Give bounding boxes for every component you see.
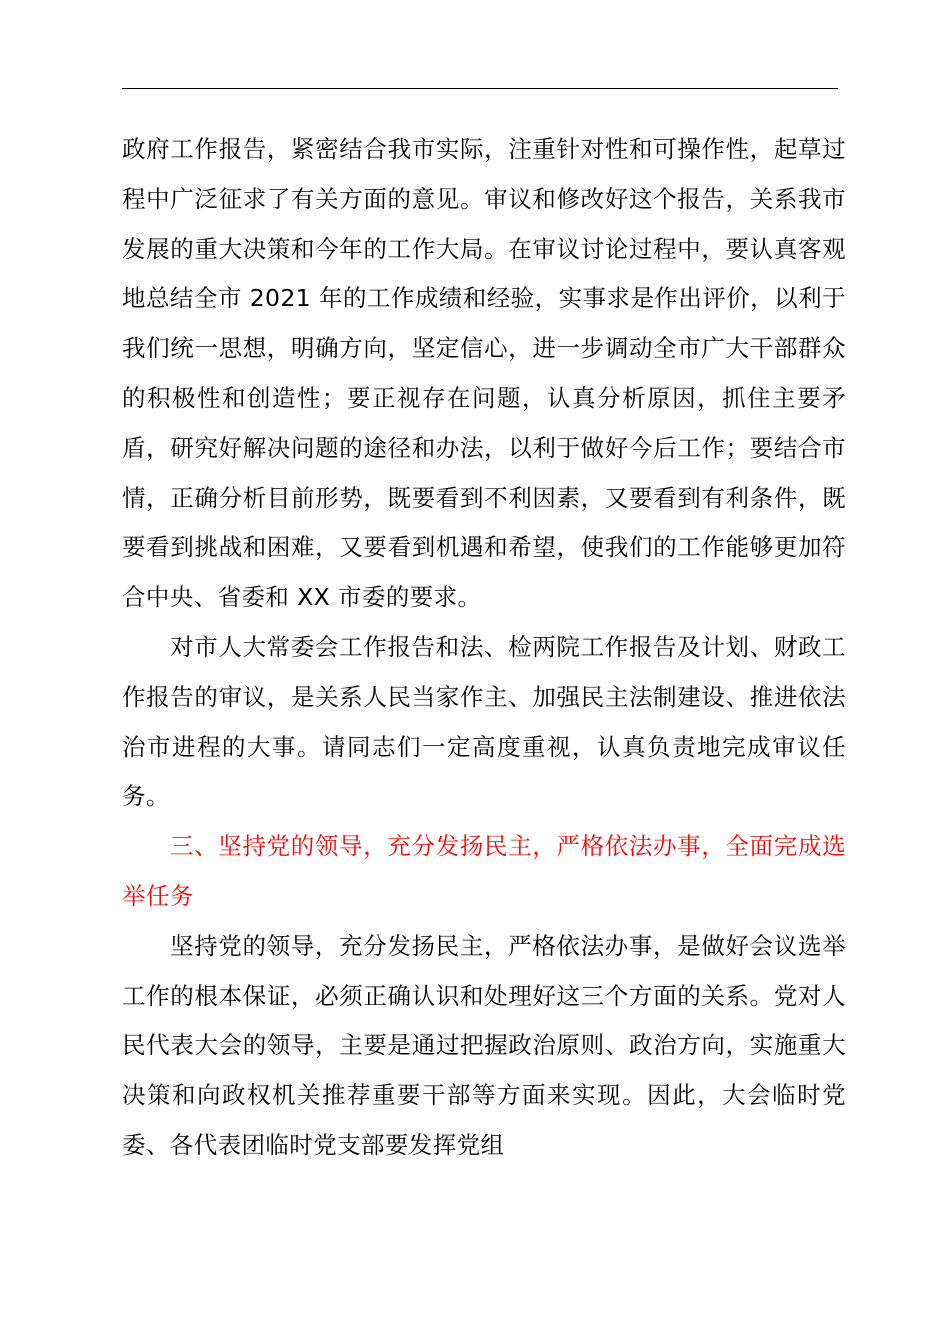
paragraph-review-tasks: 对市人大常委会工作报告和法、检两院工作报告及计划、财政工作报告的审议，是关系人民当家作主、加强民主法制建设、推进依法治市进程的大事。请同志们一定高度重视，认真负责地完成审议任务。 — [122, 632, 846, 811]
paragraph-party-leadership: 坚持党的领导，充分发扬民主，严格依法办事，是做好会议选举工作的根本保证，必须正确认识和处理好这三个方面的关系。党对人民代表大会的领导，主要是通过把握政治原则、政治方向，实施重大决策和向政权机关推荐重要干部等方面来实现。因此，大会临时党委、各代表团临时党支部要发挥党组 — [122, 931, 846, 1159]
header-rule — [122, 88, 838, 89]
document-body — [122, 125, 846, 1171]
section-heading-election: 三、坚持党的领导，充分发扬民主，严格依法办事，全面完成选举任务 — [122, 832, 846, 910]
paragraph-government-report: 政府工作报告，紧密结合我市实际，注重针对性和可操作性，起草过程中广泛征求了有关方面的意见。审议和修改好这个报告，关系我市发展的重大决策和今年的工作大局。在审议讨论过程中，要认真客观地总结全市 2021 年的工作成绩和经验，实事求是作出评价，以利于我们统一思想，明确方向，坚定信心，进一步调动全市广大干部群众的积极性和创造性；要正视存在问题，认真分析原因，抓住主要矛盾，研究好解决问题的途径和办法，以利于做好今后工作；要结合市情，正确分析目前形势，既要看到不利因素，又要看到有利条件，既要看到挑战和困难，又要看到机遇和希望，使我们的工作能够更加符合中央、省委和 XX 市委的要求。 — [122, 135, 846, 612]
